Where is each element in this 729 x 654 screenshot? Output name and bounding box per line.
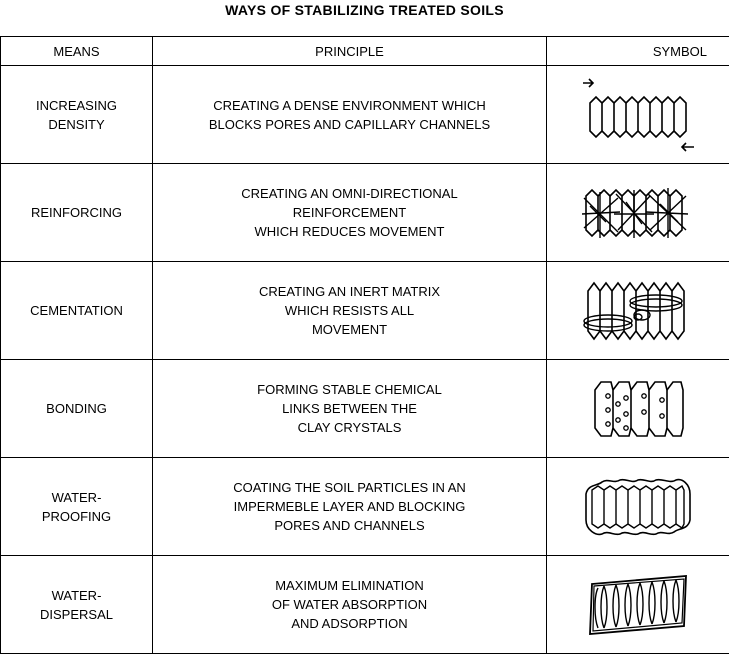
table-row — [1, 458, 729, 556]
table-row — [1, 66, 729, 164]
principle-line: LINKS BETWEEN THE — [153, 399, 546, 418]
symbol-cell — [547, 556, 729, 654]
principle-line: WHICH RESISTS ALL — [153, 301, 546, 320]
waterproofed-particles-icon — [578, 472, 698, 542]
principle-cell — [153, 164, 547, 262]
principle-cell — [153, 360, 547, 458]
means-cell — [1, 360, 153, 458]
principle-line: AND ADSORPTION — [153, 614, 546, 633]
principle-cell — [153, 66, 547, 164]
principle-line: WHICH REDUCES MOVEMENT — [153, 222, 546, 241]
principle-line: OF WATER ABSORPTION — [153, 595, 546, 614]
principle-line: FORMING STABLE CHEMICAL — [153, 380, 546, 399]
principle-cell — [153, 556, 547, 654]
principle-line: COATING THE SOIL PARTICLES IN AN — [153, 478, 546, 497]
principle-line: CREATING AN INERT MATRIX — [153, 282, 546, 301]
table-row — [1, 360, 729, 458]
means-line: WATER- — [1, 586, 152, 605]
principle-line: REINFORCEMENT — [153, 203, 546, 222]
principle-line: MOVEMENT — [153, 320, 546, 339]
header-means: MEANS — [1, 37, 153, 66]
table-header-row — [1, 37, 729, 66]
table-row — [1, 556, 729, 654]
table-row — [1, 164, 729, 262]
principle-line: MAXIMUM ELIMINATION — [153, 576, 546, 595]
symbol-cell — [547, 458, 729, 556]
means-cell — [1, 66, 153, 164]
header-symbol: SYMBOL — [547, 37, 729, 66]
principle-line: CREATING AN OMNI-DIRECTIONAL — [153, 184, 546, 203]
bonded-particles-icon — [583, 374, 693, 444]
symbol-cell — [547, 164, 729, 262]
table-row — [1, 262, 729, 360]
principle-line: CLAY CRYSTALS — [153, 418, 546, 437]
cemented-particles-icon — [578, 273, 698, 349]
means-line: PROOFING — [1, 507, 152, 526]
means-line: WATER- — [1, 488, 152, 507]
means-cell — [1, 556, 153, 654]
compacted-particles-icon — [578, 73, 698, 157]
symbol-cell — [547, 360, 729, 458]
stabilization-table — [0, 36, 729, 654]
means-line: DENSITY — [1, 115, 152, 134]
means-line: DISPERSAL — [1, 605, 152, 624]
means-line: REINFORCING — [1, 203, 152, 222]
symbol-cell — [547, 66, 729, 164]
water-dispersal-particles-icon — [578, 570, 698, 640]
means-cell — [1, 262, 153, 360]
means-cell — [1, 164, 153, 262]
principle-line: BLOCKS PORES AND CAPILLARY CHANNELS — [153, 115, 546, 134]
principle-line: PORES AND CHANNELS — [153, 516, 546, 535]
header-principle: PRINCIPLE — [153, 37, 547, 66]
means-line: BONDING — [1, 399, 152, 418]
means-cell — [1, 458, 153, 556]
principle-line: IMPERMEBLE LAYER AND BLOCKING — [153, 497, 546, 516]
principle-cell — [153, 458, 547, 556]
means-line: INCREASING — [1, 96, 152, 115]
principle-cell — [153, 262, 547, 360]
symbol-cell — [547, 262, 729, 360]
page-title: WAYS OF STABILIZING TREATED SOILS — [0, 2, 729, 18]
reinforced-particles-icon — [578, 178, 698, 248]
means-line: CEMENTATION — [1, 301, 152, 320]
principle-line: CREATING A DENSE ENVIRONMENT WHICH — [153, 96, 546, 115]
